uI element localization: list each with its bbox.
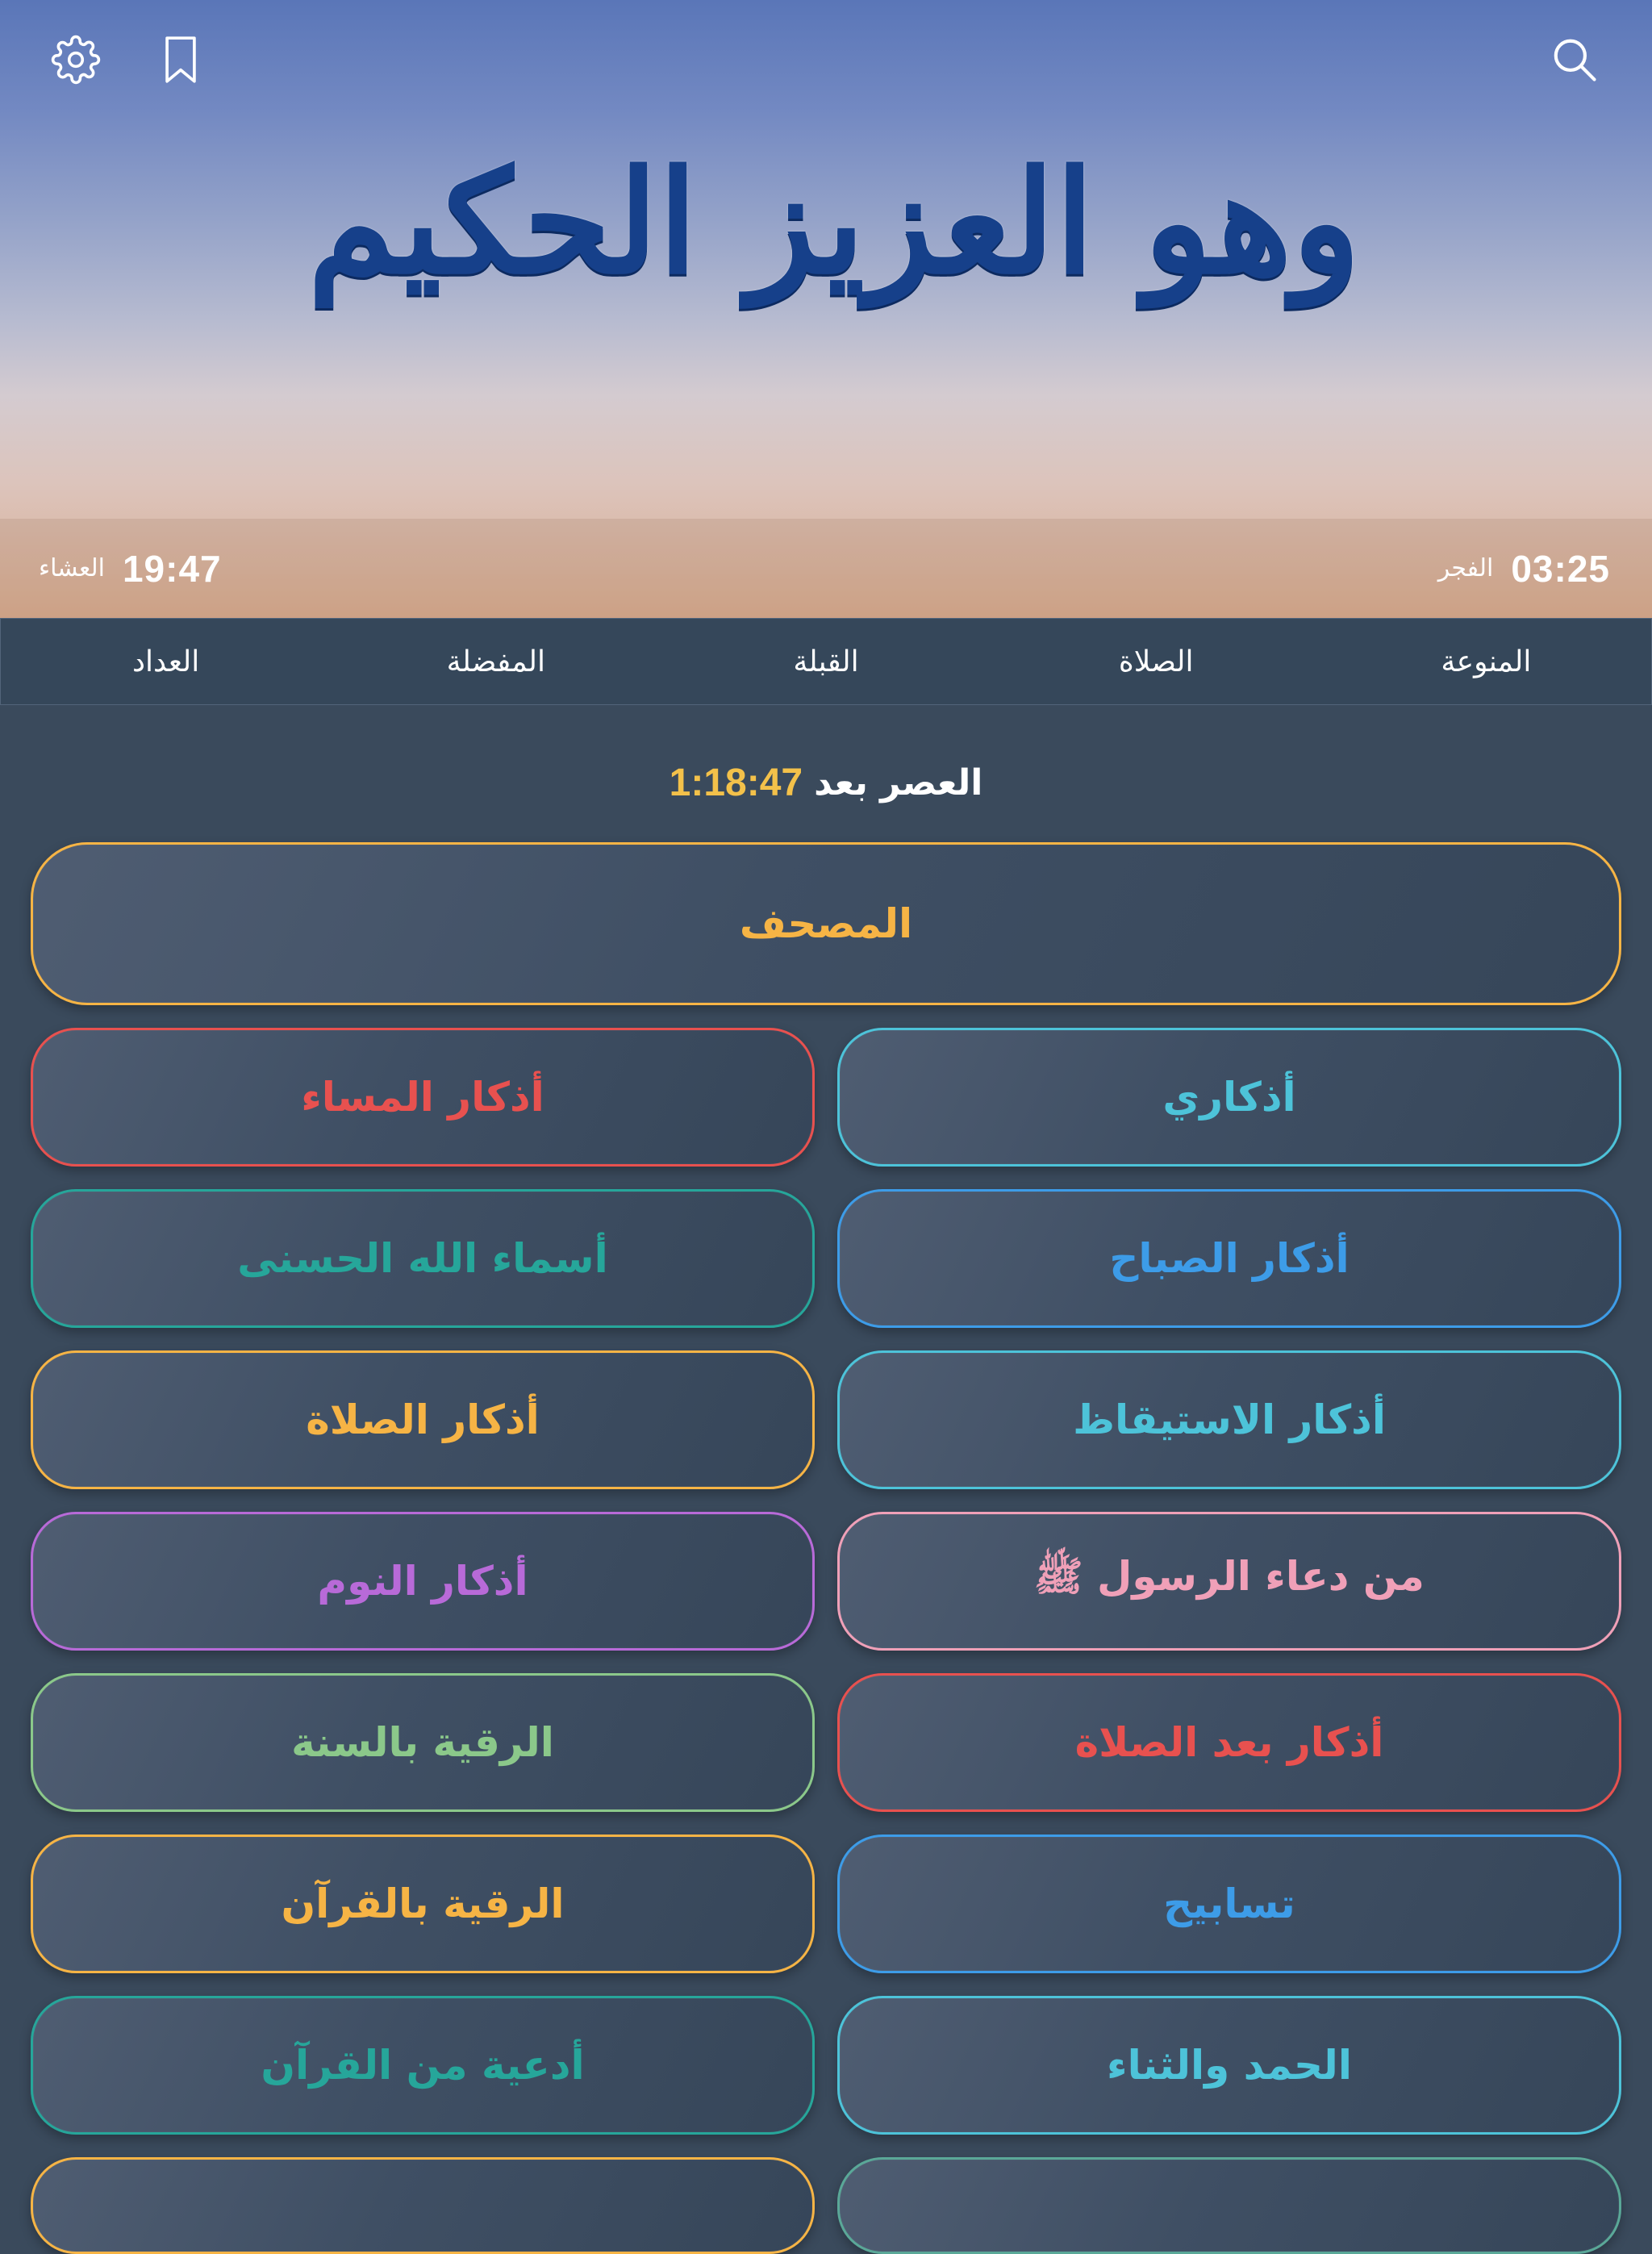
- ruqya-quran-button[interactable]: الرقية بالقرآن: [31, 1835, 815, 1973]
- bookmark-icon: [162, 35, 199, 85]
- waking-adhkar-button[interactable]: أذكار الاستيقاظ: [837, 1350, 1621, 1489]
- tab-various[interactable]: المنوعة: [1441, 645, 1532, 678]
- evening-adhkar-button[interactable]: أذكار المساء: [31, 1028, 815, 1167]
- tab-prayer[interactable]: الصلاة: [1118, 645, 1194, 678]
- header-calligraphy: وهو العزيز الحكيم: [307, 138, 1361, 306]
- header: [0, 0, 1652, 618]
- after-prayer-adhkar-button[interactable]: أذكار بعد الصلاة: [837, 1673, 1621, 1812]
- my-adhkar-button[interactable]: أذكاري: [837, 1028, 1621, 1167]
- search-button[interactable]: [1546, 31, 1604, 89]
- countdown-time: 1:18:47: [669, 761, 803, 804]
- prophet-dua-button[interactable]: من دعاء الرسول ﷺ: [837, 1512, 1621, 1651]
- fajr-value: 03:25: [1511, 547, 1610, 590]
- names-of-allah-button[interactable]: أسماء الله الحسنى: [31, 1189, 815, 1328]
- quran-duas-button[interactable]: أدعية من القرآن: [31, 1996, 815, 2135]
- mushaf-button[interactable]: المصحف: [31, 842, 1621, 1005]
- sleep-adhkar-button[interactable]: أذكار النوم: [31, 1512, 815, 1651]
- tab-counter[interactable]: العداد: [131, 645, 200, 678]
- next-prayer-countdown: [0, 750, 1652, 815]
- prayer-times-strip: [0, 519, 1652, 618]
- settings-button[interactable]: [47, 31, 105, 89]
- partial-button-left[interactable]: [31, 2157, 815, 2254]
- tab-favorites[interactable]: المفضلة: [446, 645, 545, 678]
- prayer-adhkar-button[interactable]: أذكار الصلاة: [31, 1350, 815, 1489]
- search-icon: [1550, 35, 1600, 85]
- fajr-time: [1438, 519, 1610, 618]
- isha-label: العشاء: [39, 554, 105, 582]
- fajr-label: الفجر: [1437, 554, 1494, 582]
- ruqya-sunnah-button[interactable]: الرقية بالسنة: [31, 1673, 815, 1812]
- bookmark-button[interactable]: [152, 31, 210, 89]
- tasbeeh-button[interactable]: تسابيح: [837, 1835, 1621, 1973]
- tab-bar: [0, 618, 1652, 705]
- morning-adhkar-button[interactable]: أذكار الصباح: [837, 1189, 1621, 1328]
- isha-value: 19:47: [122, 547, 222, 590]
- isha-time: [39, 519, 222, 618]
- countdown-label: العصر بعد: [814, 762, 983, 804]
- praise-button[interactable]: الحمد والثناء: [837, 1996, 1621, 2135]
- partial-button-right[interactable]: [837, 2157, 1621, 2254]
- tab-qibla[interactable]: القبلة: [793, 645, 859, 678]
- gear-icon: [51, 35, 101, 85]
